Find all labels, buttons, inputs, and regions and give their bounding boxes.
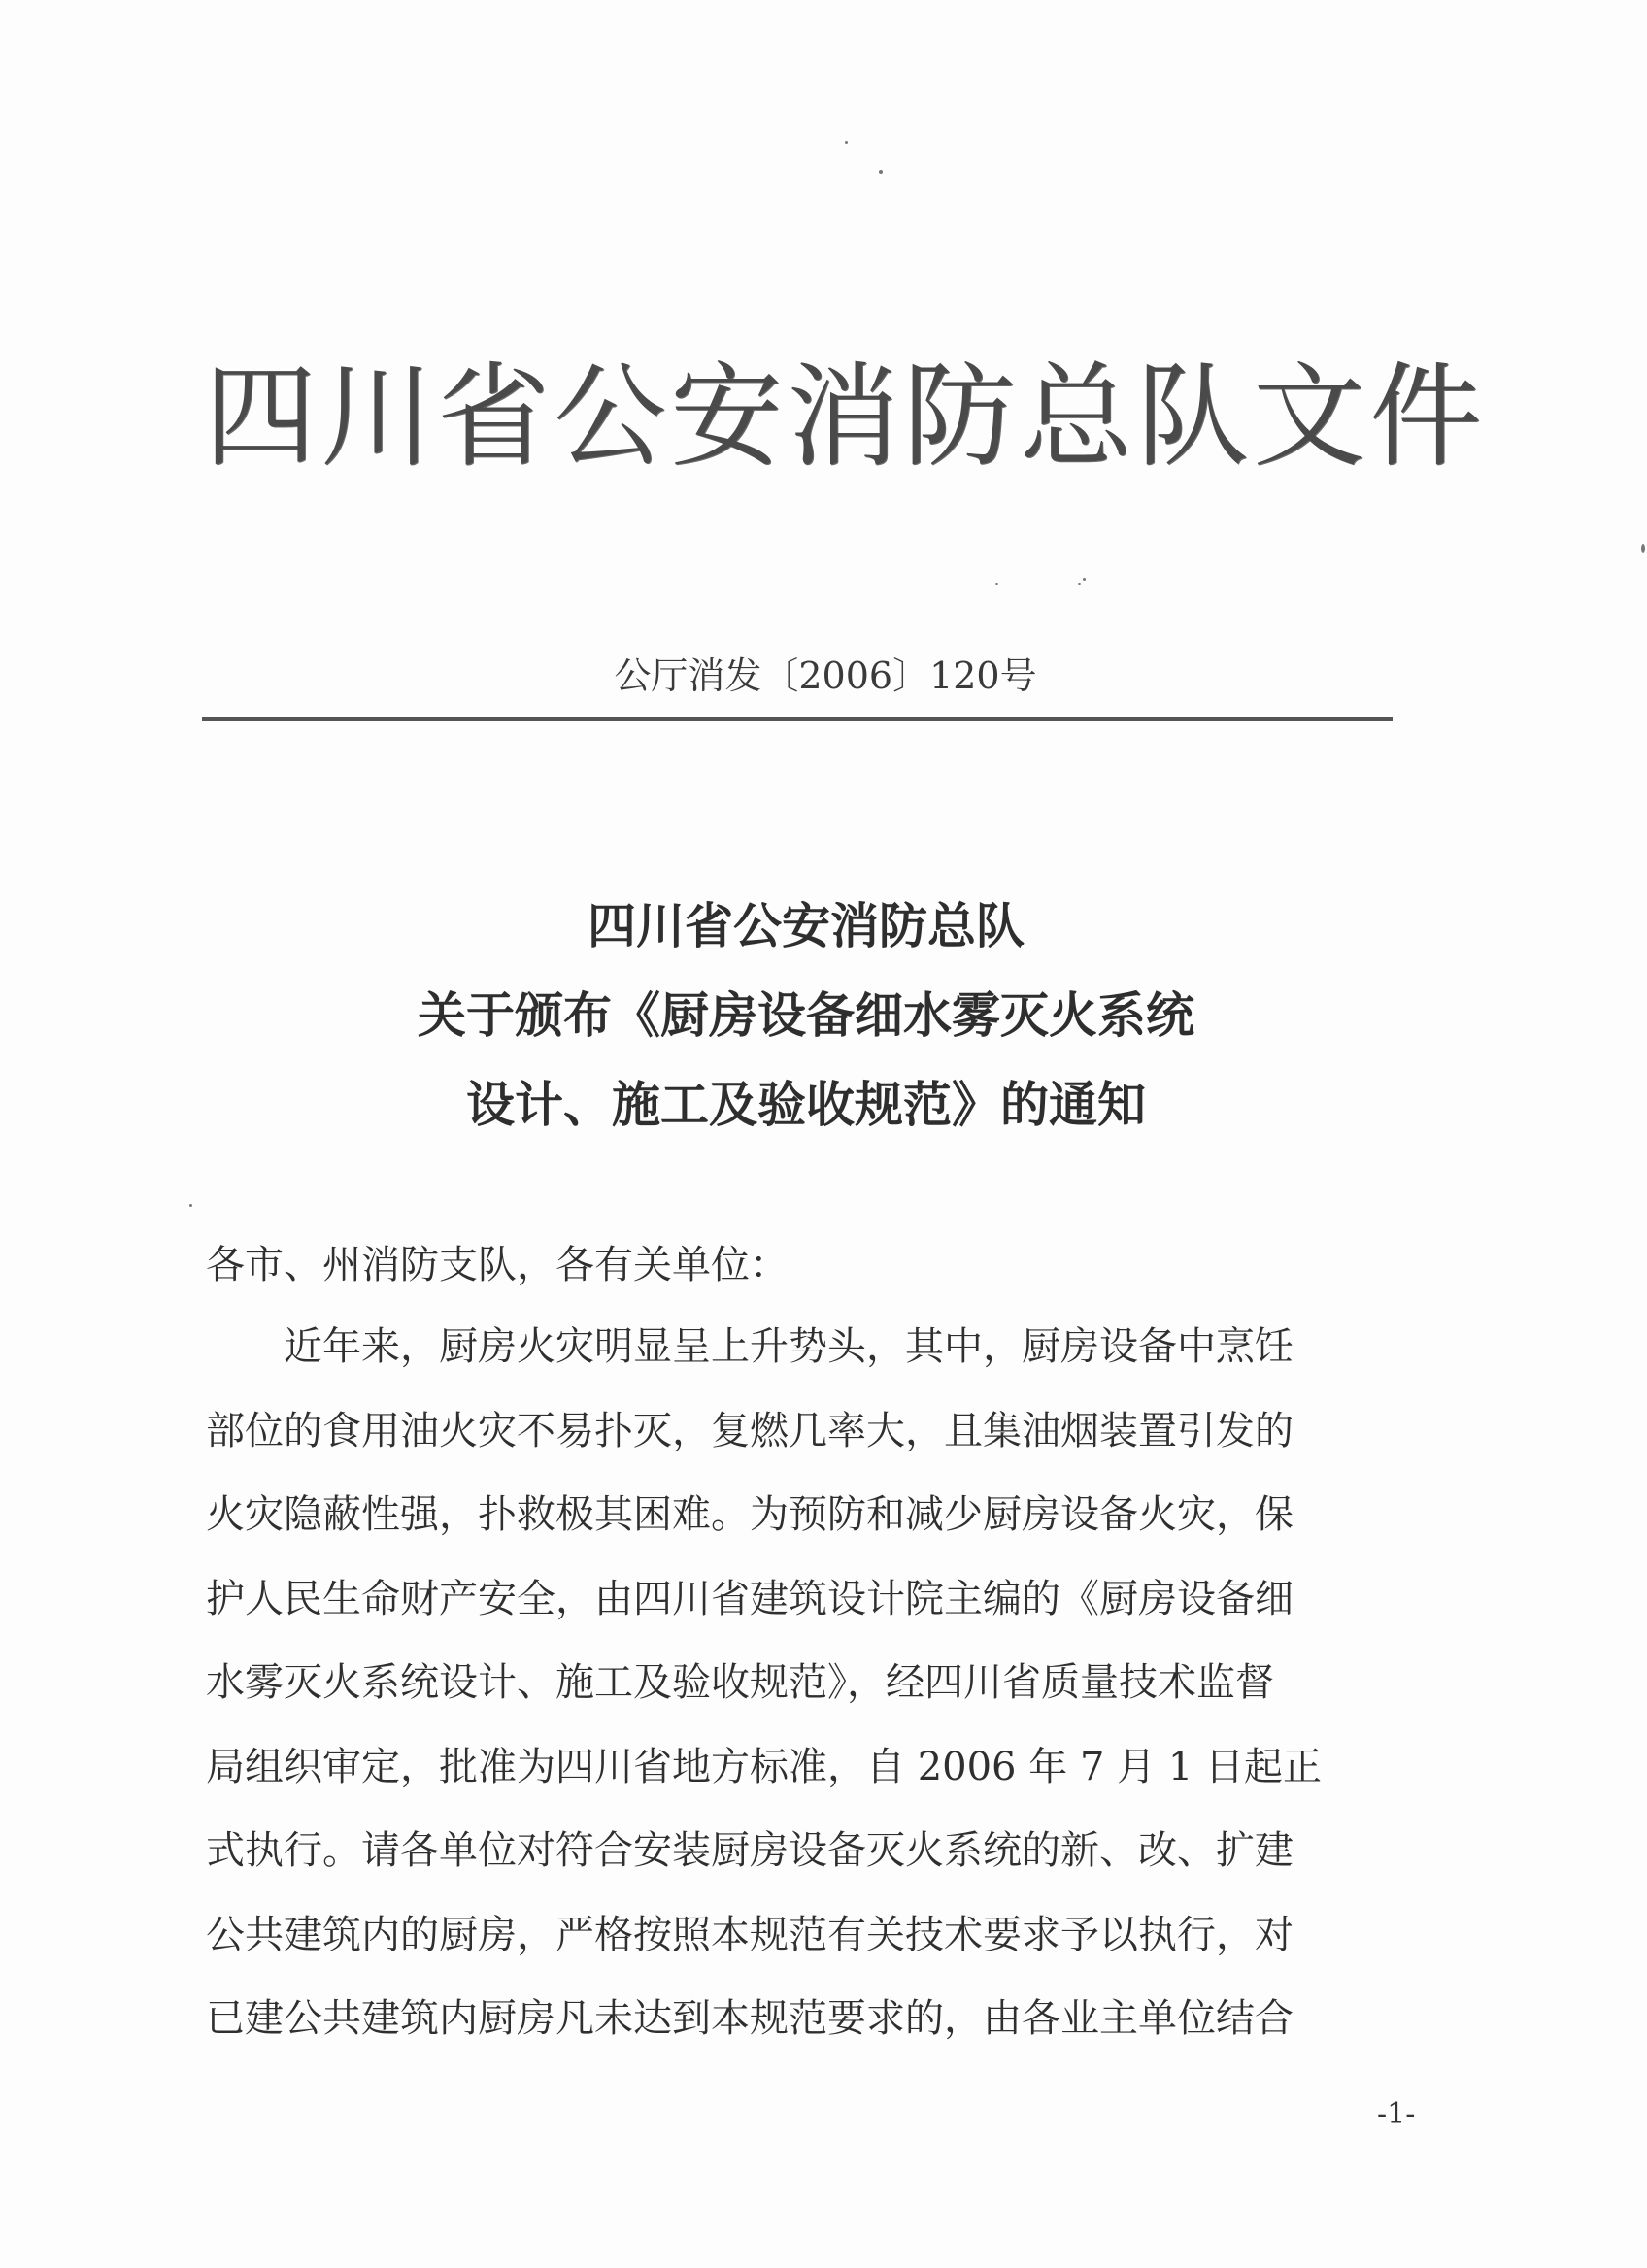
notice-title-line-1: 四川省公安消防总队	[588, 897, 1025, 954]
scan-speck	[189, 1204, 192, 1207]
scan-speck	[879, 170, 883, 174]
body-paragraph	[206, 1305, 1420, 2061]
body-line: 火灾隐蔽性强，扑救极其困难。为预防和减少厨房设备火灾，保	[206, 1492, 1294, 1537]
body-line: 已建公共建筑内厨房凡未达到本规范要求的，由各业主单位结合	[206, 1996, 1294, 2041]
scan-speck	[995, 583, 998, 585]
body-line: 公共建筑内的厨房，严格按照本规范有关技术要求予以执行，对	[206, 1912, 1294, 1957]
body-line: 近年来，厨房火灾明显呈上升势头，其中，厨房设备中烹饪	[284, 1324, 1294, 1369]
body-line: 式执行。请各单位对符合安装厨房设备灭火系统的新、改、扩建	[206, 1828, 1294, 1873]
body-line: 水雾灭火系统设计、施工及验收规范》，经四川省质量技术监督	[206, 1660, 1274, 1705]
masthead-title: 四川省公安消防总队文件	[204, 351, 1486, 483]
body-line: 局组织审定，批准为四川省地方标准，自 2006 年 7 月 1 日起正	[206, 1744, 1322, 1789]
document-number: 公厅消发〔2006〕120号	[614, 654, 1037, 697]
body-line: 护人民生命财产安全，由四川省建筑设计院主编的《厨房设备细	[206, 1576, 1294, 1621]
header-rule-divider	[202, 717, 1393, 721]
notice-title-line-2: 关于颁布《厨房设备细水雾灭火系统	[418, 986, 1194, 1044]
scan-speck	[1078, 583, 1081, 585]
salutation: 各市、州消防支队，各有关单位：	[206, 1243, 789, 1287]
notice-title-line-3: 设计、施工及验收规范》的通知	[466, 1076, 1146, 1133]
scan-speck	[845, 141, 848, 144]
scan-speck	[1083, 578, 1086, 581]
notice-title	[243, 882, 1369, 1150]
scan-speck	[1641, 544, 1645, 553]
body-line: 部位的食用油火灾不易扑灭，复燃几率大，且集油烟装置引发的	[206, 1408, 1294, 1453]
page-number: -1-	[1377, 2097, 1416, 2131]
